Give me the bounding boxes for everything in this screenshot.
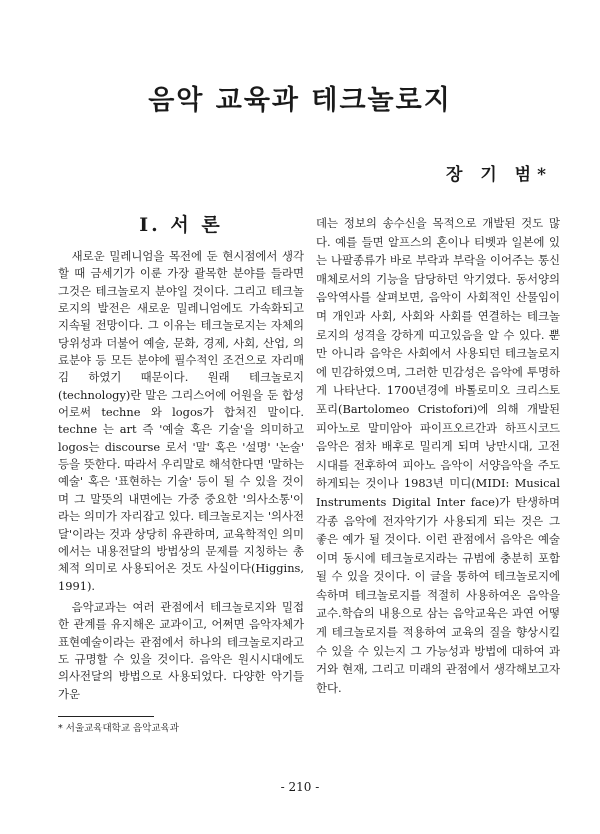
- footnote: * 서울교육대학교 음악교육과: [58, 723, 179, 734]
- page-number: - 210 -: [280, 780, 320, 794]
- left-column: [58, 210, 304, 707]
- body-paragraph: 새로운 밀레니엄을 목전에 둔 현시점에서 생각할 때 금세기가 이룬 가장 괄목한 분야를 들라면 그것은 테크놀로지 분야일 것이다. 그리고 테크놀로지의 발전은 새로운 밀레니엄에도 가속화되고 지속될 전망이다. 그 이유는 테크놀로지는 자체의 당위성과 더불어 예술, 문화, 경제, 사회, 산업, 의료분야 등 모든 분야에 필수적인 조건으로 자리매김 하였기 때문이다. 원래 테크놀로지(technology)란 말은 그리스어에 어원을 둔 합성어로써 techne 와 logos가 합쳐진 말이다. techne 는 art 즉 '예술 혹은 기술'을 의미하고 logos는 discourse 로서 '말' 혹은 '설명' '논술' 등을 뜻한다. 따라서 우리말로 해석한다면 '말하는 예술' 혹은 '표현하는 기술' 등이 될 수 있을 것이며 그 말뜻의 내면에는 가중 중요한 '의사소통'이라는 의미가 자리잡고 있다. 테크놀로지는 '의사전달'이라는 것과 상당히 유관하며, 교육학적인 의미에서는 내용전달의 방법상의 문제를 지칭하는 총체적 의미로 사용되어온 것도 사실이다(Higgins, 1991).: [58, 249, 304, 593]
- page-title: 음악 교육과 테크놀로지: [148, 85, 452, 116]
- footnote-divider: [58, 716, 154, 717]
- body-paragraph: 데는 정보의 송수신을 목적으로 개발된 것도 많다. 예를 들면 알프스의 혼이나 티벳과 일본에 있는 나팔종류가 바로 부락과 부락을 이어주는 통신매체로서의 기능을 담당하던 악기였다. 동서양의 음악역사를 살펴보면, 음악이 사회적인 산물임이며 개인과 사회, 사회와 사회를 연결하는 테크놀로지의 성격을 강하게 띠고있음을 알 수 있다. 뿐만 아니라 음악은 사회에서 사용되던 테크놀로지에 민감하였으며, 그러한 민감성은 음악에 투명하게 나타난다. 1700년경에 바톨로미오 크리스토포리(Bartolomeo Cristofori)에 의해 개발된 피아노로 말미암아 파이프오르간과 하프시코드 음악은 점차 배후로 밀리게 되며 낭만시대, 고전 시대를 전후하여 피아노 음악이 서양음악을 주도하게되는 것이나 1983년 미디(MIDI: Musical Instruments Digital Inter face)가 탄생하며 각종 음악에 전자악기가 사용되게 되는 것은 그 좋은 예가 될 것이다. 이런 관점에서 음악은 예술이며 동시에 테크놀로지라는 규범에 충분히 포함 될 수 있을 것이다. 이 글을 통하여 테크놀로지에 속하며 테크놀로지를 적절히 사용하여온 음악을 교수.학습의 내용으로 삼는 음악교육은 과연 어떻게 테크놀로지를 적용하여 교육의 질을 향상시킬 수 있을 수 있는지 그 가능성과 방법에 대하여 과거와 현재, 그리고 미래의 관점에서 생각해보고자 한다.: [316, 216, 560, 695]
- body-paragraph: 음악교과는 여러 관점에서 테크놀로지와 밀접한 관계를 유지해온 교과이고, 어쩌면 음악자체가 표현예술이라는 관점에서 하나의 테크놀로지라고도 규명할 수 있을 것이다. 음악은 원시시대에도 의사전달의 방법으로 사용되었다. 다양한 악기들 가운: [58, 599, 304, 701]
- right-column: [316, 214, 560, 701]
- section-heading: I. 서 론: [139, 214, 223, 236]
- author-name: 장 기 범*: [446, 165, 552, 185]
